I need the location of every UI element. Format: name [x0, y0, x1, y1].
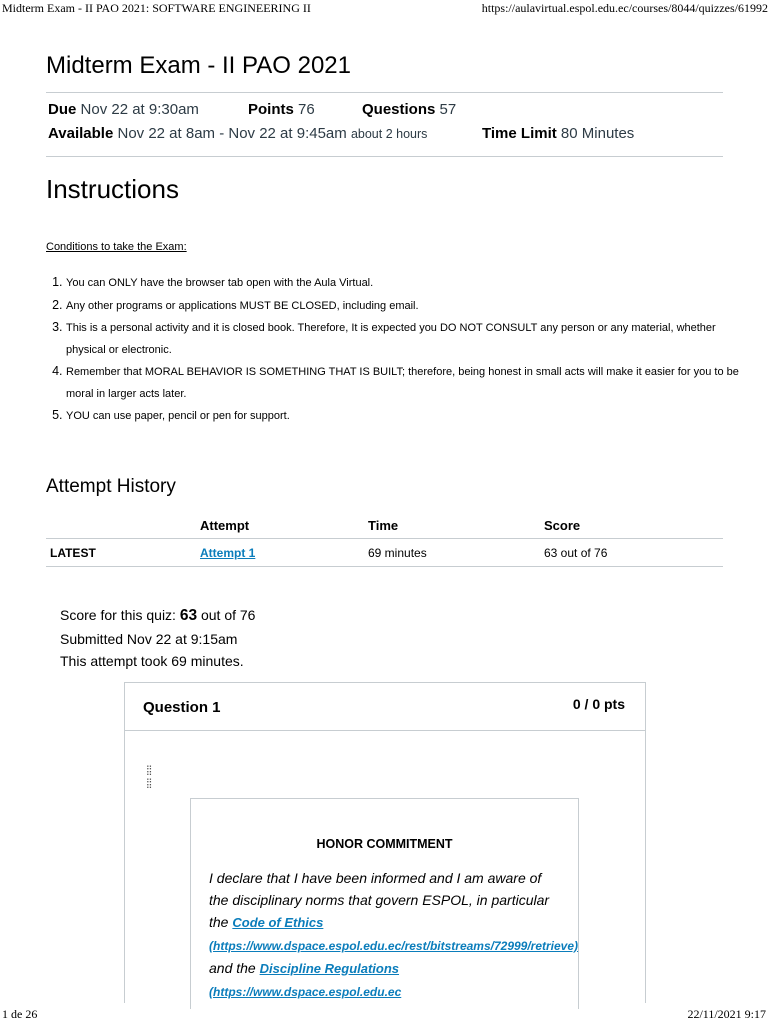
details-row-points	[248, 101, 315, 118]
row-label: LATEST	[46, 539, 196, 567]
table-header-row	[46, 513, 723, 539]
instructions-list	[46, 272, 746, 428]
conditions-heading: Conditions to take the Exam:	[46, 241, 187, 253]
question-name: Question 1	[143, 699, 221, 716]
due-label: Due	[48, 101, 77, 118]
print-header	[0, 0, 768, 18]
table-row	[46, 539, 723, 567]
print-footer	[0, 1006, 768, 1024]
details-row-questions	[362, 101, 456, 118]
question-header	[125, 683, 645, 731]
details-row-available	[48, 125, 427, 142]
question-card	[124, 682, 646, 1003]
time-limit-value: 80 Minutes	[560, 125, 635, 142]
attempt-cell	[196, 539, 364, 567]
honor-text-2: and the	[209, 960, 260, 976]
header-attempt: Attempt	[196, 513, 364, 539]
available-value: Nov 22 at 8am - Nov 22 at 9:45am	[117, 125, 347, 142]
points-label: Points	[248, 101, 294, 118]
score-value: 63	[179, 607, 198, 624]
attempt-history-title: Attempt History	[46, 476, 176, 497]
score-prefix: Score for this quiz:	[60, 607, 180, 623]
questions-label: Questions	[362, 101, 436, 118]
drag-handle-icon[interactable]: ⁞⁞ ⁞⁞	[146, 763, 152, 791]
available-label: Available	[48, 125, 114, 142]
question-body	[125, 731, 645, 1003]
time-cell: 69 minutes	[364, 539, 540, 567]
code-of-ethics-url-link[interactable]: (https://www.dspace.espol.edu.ec/rest/bitstreams/72999/retrieve)	[209, 939, 579, 953]
discipline-regulations-link[interactable]: Discipline Regulations	[259, 961, 400, 976]
quiz-details	[46, 92, 723, 157]
instruction-item: 4. Remember that MORAL BEHAVIOR IS SOMETHING THAT IS BUILT; therefore, being honest in small acts will make it easier for you to be moral in larger acts later.	[66, 361, 746, 405]
discipline-regulations-url-link[interactable]: (https://www.dspace.espol.edu.ec	[209, 985, 402, 999]
score-summary	[60, 604, 255, 673]
header-score: Score	[540, 513, 723, 539]
attempt-link[interactable]: Attempt 1	[200, 545, 256, 560]
print-datetime: 22/11/2021 9:17	[687, 1007, 766, 1021]
available-duration: about 2 hours	[350, 127, 428, 141]
honor-title: HONOR COMMITMENT	[316, 837, 453, 851]
score-suffix: out of 76	[197, 607, 256, 623]
due-value: Nov 22 at 9:30am	[80, 101, 199, 118]
question-points: 0 / 0 pts	[572, 696, 625, 712]
instruction-item: 5. YOU can use paper, pencil or pen for support.	[66, 405, 746, 428]
honor-text-1: I declare that I have been informed and I am aware of the disciplinary norms that govern ESPOL, in particular the	[209, 870, 550, 930]
print-header-url: https://aulavirtual.espol.edu.ec/courses/8044/quizzes/61992	[481, 1, 768, 15]
honor-commitment-box	[190, 798, 579, 1009]
instruction-item: 1. You can ONLY have the browser tab open with the Aula Virtual.	[66, 272, 746, 295]
page-number: 1 de 26	[2, 1007, 38, 1021]
submitted-line: Submitted Nov 22 at 9:15am	[60, 630, 238, 647]
score-cell: 63 out of 76	[540, 539, 723, 567]
code-of-ethics-link[interactable]: Code of Ethics	[232, 915, 324, 930]
header-time: Time	[364, 513, 540, 539]
instructions-title: Instructions	[46, 174, 179, 204]
points-value: 76	[298, 101, 315, 118]
print-header-title: Midterm Exam - II PAO 2021: SOFTWARE ENGINEERING II	[2, 1, 311, 15]
score-line	[60, 604, 255, 628]
duration-line: This attempt took 69 minutes.	[60, 653, 244, 669]
details-row-time-limit	[482, 125, 634, 142]
instruction-item: 3. This is a personal activity and it is closed book. Therefore, It is expected you DO NOT CONSULT any person or any material, whether physical or electronic.	[66, 317, 746, 361]
instruction-item: 2. Any other programs or applications MUST BE CLOSED, including email.	[66, 295, 746, 318]
page-title: Midterm Exam - II PAO 2021	[46, 52, 351, 79]
time-limit-label: Time Limit	[482, 125, 557, 142]
attempt-history-table	[46, 513, 723, 567]
honor-text	[209, 867, 579, 1003]
header-blank	[46, 513, 196, 539]
questions-value: 57	[439, 101, 457, 118]
details-row-due	[48, 101, 199, 118]
